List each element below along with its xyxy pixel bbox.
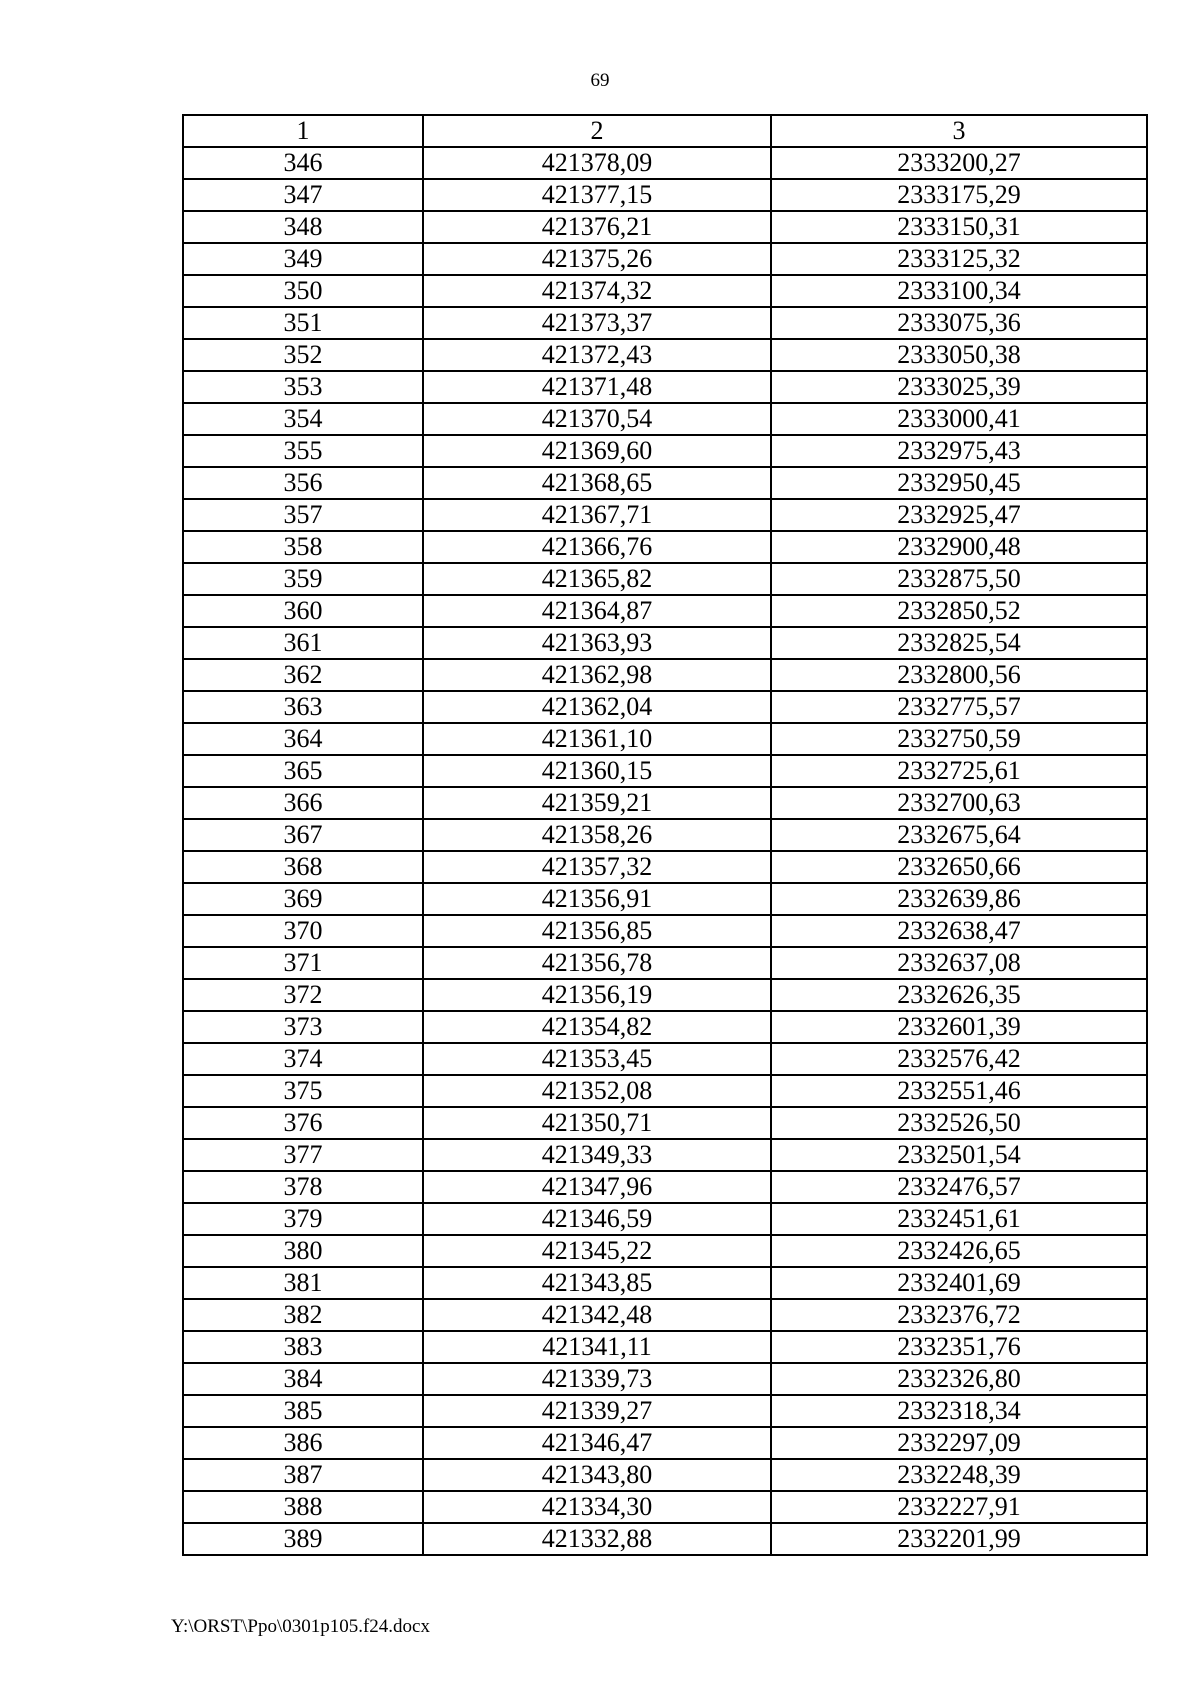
point-number-cell: 379 (183, 1203, 423, 1235)
y-coordinate-cell: 2332526,50 (771, 1107, 1147, 1139)
y-coordinate-cell: 2332637,08 (771, 947, 1147, 979)
x-coordinate-cell: 421343,80 (423, 1459, 771, 1491)
y-coordinate-cell: 2333175,29 (771, 179, 1147, 211)
table-row (183, 1459, 1147, 1491)
table-row (183, 723, 1147, 755)
table-row (183, 883, 1147, 915)
y-coordinate-cell: 2332476,57 (771, 1171, 1147, 1203)
x-coordinate-cell: 421377,15 (423, 179, 771, 211)
table-row (183, 1171, 1147, 1203)
y-coordinate-cell: 2332297,09 (771, 1427, 1147, 1459)
point-number-cell: 387 (183, 1459, 423, 1491)
table-row (183, 979, 1147, 1011)
point-number-cell: 354 (183, 403, 423, 435)
point-number-cell: 389 (183, 1523, 423, 1555)
point-number-cell: 370 (183, 915, 423, 947)
table-row (183, 1267, 1147, 1299)
y-coordinate-cell: 2332626,35 (771, 979, 1147, 1011)
table-row (183, 179, 1147, 211)
point-number-cell: 388 (183, 1491, 423, 1523)
x-coordinate-cell: 421363,93 (423, 627, 771, 659)
x-coordinate-cell: 421365,82 (423, 563, 771, 595)
y-coordinate-cell: 2332351,76 (771, 1331, 1147, 1363)
point-number-cell: 373 (183, 1011, 423, 1043)
point-number-cell: 350 (183, 275, 423, 307)
point-number-cell: 346 (183, 147, 423, 179)
point-number-cell: 385 (183, 1395, 423, 1427)
table-row (183, 435, 1147, 467)
y-coordinate-cell: 2332650,66 (771, 851, 1147, 883)
table-row (183, 403, 1147, 435)
y-coordinate-cell: 2332900,48 (771, 531, 1147, 563)
table-header-row (183, 115, 1147, 147)
page-number: 69 (590, 70, 610, 91)
x-coordinate-cell: 421356,85 (423, 915, 771, 947)
table-row (183, 659, 1147, 691)
table-row (183, 531, 1147, 563)
table-row (183, 339, 1147, 371)
x-coordinate-cell: 421366,76 (423, 531, 771, 563)
y-coordinate-cell: 2332426,65 (771, 1235, 1147, 1267)
point-number-cell: 353 (183, 371, 423, 403)
table-row (183, 1043, 1147, 1075)
table-row (183, 947, 1147, 979)
table-row (183, 1299, 1147, 1331)
point-number-cell: 380 (183, 1235, 423, 1267)
x-coordinate-cell: 421339,73 (423, 1363, 771, 1395)
y-coordinate-cell: 2332201,99 (771, 1523, 1147, 1555)
table-row (183, 1011, 1147, 1043)
table-row (183, 275, 1147, 307)
x-coordinate-cell: 421373,37 (423, 307, 771, 339)
point-number-cell: 361 (183, 627, 423, 659)
point-number-cell: 352 (183, 339, 423, 371)
y-coordinate-cell: 2332326,80 (771, 1363, 1147, 1395)
y-coordinate-cell: 2332638,47 (771, 915, 1147, 947)
x-coordinate-cell: 421367,71 (423, 499, 771, 531)
table-row (183, 563, 1147, 595)
file-path-footer: Y:\ORST\Ppo\0301p105.f24.docx (171, 1616, 430, 1637)
point-number-cell: 376 (183, 1107, 423, 1139)
table-row (183, 915, 1147, 947)
y-coordinate-cell: 2332639,86 (771, 883, 1147, 915)
column-header-2: 2 (423, 115, 771, 147)
table-row (183, 1107, 1147, 1139)
x-coordinate-cell: 421376,21 (423, 211, 771, 243)
x-coordinate-cell: 421378,09 (423, 147, 771, 179)
point-number-cell: 349 (183, 243, 423, 275)
point-number-cell: 347 (183, 179, 423, 211)
x-coordinate-cell: 421354,82 (423, 1011, 771, 1043)
table-row (183, 819, 1147, 851)
x-coordinate-cell: 421347,96 (423, 1171, 771, 1203)
x-coordinate-cell: 421364,87 (423, 595, 771, 627)
point-number-cell: 365 (183, 755, 423, 787)
x-coordinate-cell: 421374,32 (423, 275, 771, 307)
x-coordinate-cell: 421362,04 (423, 691, 771, 723)
x-coordinate-cell: 421346,47 (423, 1427, 771, 1459)
y-coordinate-cell: 2332675,64 (771, 819, 1147, 851)
point-number-cell: 362 (183, 659, 423, 691)
table-row (183, 243, 1147, 275)
x-coordinate-cell: 421356,91 (423, 883, 771, 915)
table-row (183, 1491, 1147, 1523)
y-coordinate-cell: 2332975,43 (771, 435, 1147, 467)
table-row (183, 467, 1147, 499)
x-coordinate-cell: 421339,27 (423, 1395, 771, 1427)
point-number-cell: 384 (183, 1363, 423, 1395)
x-coordinate-cell: 421370,54 (423, 403, 771, 435)
x-coordinate-cell: 421358,26 (423, 819, 771, 851)
column-header-3: 3 (771, 115, 1147, 147)
x-coordinate-cell: 421357,32 (423, 851, 771, 883)
x-coordinate-cell: 421368,65 (423, 467, 771, 499)
table-row (183, 627, 1147, 659)
coordinates-table (182, 114, 1148, 1556)
point-number-cell: 355 (183, 435, 423, 467)
y-coordinate-cell: 2332875,50 (771, 563, 1147, 595)
point-number-cell: 381 (183, 1267, 423, 1299)
point-number-cell: 367 (183, 819, 423, 851)
table-row (183, 499, 1147, 531)
point-number-cell: 348 (183, 211, 423, 243)
table-row (183, 787, 1147, 819)
x-coordinate-cell: 421356,19 (423, 979, 771, 1011)
table-row (183, 211, 1147, 243)
y-coordinate-cell: 2333150,31 (771, 211, 1147, 243)
y-coordinate-cell: 2332576,42 (771, 1043, 1147, 1075)
point-number-cell: 363 (183, 691, 423, 723)
point-number-cell: 351 (183, 307, 423, 339)
point-number-cell: 372 (183, 979, 423, 1011)
y-coordinate-cell: 2332401,69 (771, 1267, 1147, 1299)
table-row (183, 1363, 1147, 1395)
point-number-cell: 377 (183, 1139, 423, 1171)
x-coordinate-cell: 421343,85 (423, 1267, 771, 1299)
x-coordinate-cell: 421342,48 (423, 1299, 771, 1331)
y-coordinate-cell: 2333075,36 (771, 307, 1147, 339)
x-coordinate-cell: 421356,78 (423, 947, 771, 979)
point-number-cell: 358 (183, 531, 423, 563)
y-coordinate-cell: 2332700,63 (771, 787, 1147, 819)
x-coordinate-cell: 421375,26 (423, 243, 771, 275)
point-number-cell: 371 (183, 947, 423, 979)
table-row (183, 1427, 1147, 1459)
table-row (183, 1523, 1147, 1555)
y-coordinate-cell: 2332800,56 (771, 659, 1147, 691)
table-row (183, 1331, 1147, 1363)
x-coordinate-cell: 421352,08 (423, 1075, 771, 1107)
y-coordinate-cell: 2333100,34 (771, 275, 1147, 307)
point-number-cell: 359 (183, 563, 423, 595)
x-coordinate-cell: 421332,88 (423, 1523, 771, 1555)
point-number-cell: 369 (183, 883, 423, 915)
column-header-1: 1 (183, 115, 423, 147)
x-coordinate-cell: 421371,48 (423, 371, 771, 403)
point-number-cell: 383 (183, 1331, 423, 1363)
x-coordinate-cell: 421341,11 (423, 1331, 771, 1363)
y-coordinate-cell: 2332248,39 (771, 1459, 1147, 1491)
x-coordinate-cell: 421350,71 (423, 1107, 771, 1139)
x-coordinate-cell: 421353,45 (423, 1043, 771, 1075)
point-number-cell: 360 (183, 595, 423, 627)
table-row (183, 1395, 1147, 1427)
y-coordinate-cell: 2332551,46 (771, 1075, 1147, 1107)
y-coordinate-cell: 2333050,38 (771, 339, 1147, 371)
table-row (183, 147, 1147, 179)
x-coordinate-cell: 421345,22 (423, 1235, 771, 1267)
x-coordinate-cell: 421369,60 (423, 435, 771, 467)
x-coordinate-cell: 421349,33 (423, 1139, 771, 1171)
y-coordinate-cell: 2333025,39 (771, 371, 1147, 403)
table-row (183, 691, 1147, 723)
y-coordinate-cell: 2333200,27 (771, 147, 1147, 179)
y-coordinate-cell: 2332601,39 (771, 1011, 1147, 1043)
x-coordinate-cell: 421360,15 (423, 755, 771, 787)
x-coordinate-cell: 421359,21 (423, 787, 771, 819)
table-row (183, 595, 1147, 627)
y-coordinate-cell: 2333000,41 (771, 403, 1147, 435)
y-coordinate-cell: 2332825,54 (771, 627, 1147, 659)
table-row (183, 1075, 1147, 1107)
point-number-cell: 356 (183, 467, 423, 499)
table-row (183, 1203, 1147, 1235)
point-number-cell: 386 (183, 1427, 423, 1459)
point-number-cell: 378 (183, 1171, 423, 1203)
y-coordinate-cell: 2332775,57 (771, 691, 1147, 723)
point-number-cell: 366 (183, 787, 423, 819)
x-coordinate-cell: 421346,59 (423, 1203, 771, 1235)
table-row (183, 851, 1147, 883)
table-row (183, 1235, 1147, 1267)
y-coordinate-cell: 2332950,45 (771, 467, 1147, 499)
point-number-cell: 374 (183, 1043, 423, 1075)
y-coordinate-cell: 2332750,59 (771, 723, 1147, 755)
point-number-cell: 382 (183, 1299, 423, 1331)
point-number-cell: 357 (183, 499, 423, 531)
y-coordinate-cell: 2332451,61 (771, 1203, 1147, 1235)
y-coordinate-cell: 2332318,34 (771, 1395, 1147, 1427)
table-row (183, 307, 1147, 339)
x-coordinate-cell: 421361,10 (423, 723, 771, 755)
y-coordinate-cell: 2332925,47 (771, 499, 1147, 531)
table-row (183, 1139, 1147, 1171)
table-row (183, 755, 1147, 787)
y-coordinate-cell: 2333125,32 (771, 243, 1147, 275)
point-number-cell: 375 (183, 1075, 423, 1107)
point-number-cell: 368 (183, 851, 423, 883)
point-number-cell: 364 (183, 723, 423, 755)
y-coordinate-cell: 2332227,91 (771, 1491, 1147, 1523)
y-coordinate-cell: 2332850,52 (771, 595, 1147, 627)
table-body (183, 147, 1147, 1555)
y-coordinate-cell: 2332376,72 (771, 1299, 1147, 1331)
x-coordinate-cell: 421372,43 (423, 339, 771, 371)
table-row (183, 371, 1147, 403)
x-coordinate-cell: 421334,30 (423, 1491, 771, 1523)
y-coordinate-cell: 2332725,61 (771, 755, 1147, 787)
y-coordinate-cell: 2332501,54 (771, 1139, 1147, 1171)
x-coordinate-cell: 421362,98 (423, 659, 771, 691)
